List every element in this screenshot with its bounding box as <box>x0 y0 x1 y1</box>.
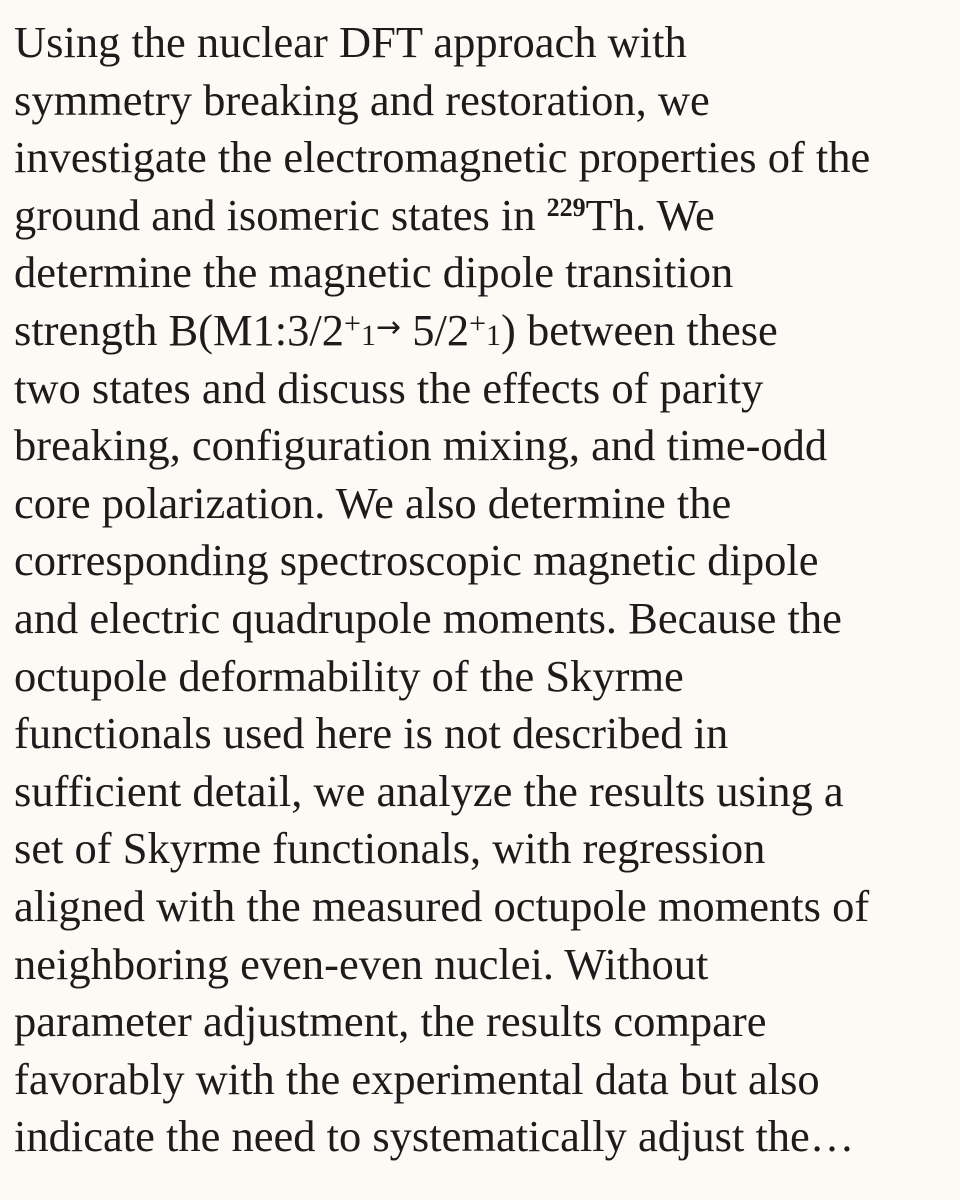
state-index-2: 1 <box>486 318 502 352</box>
abstract-line-4 <box>14 187 946 245</box>
abstract-line-19: favorably with the experimental data but also <box>14 1053 820 1104</box>
parity-superscript-1: + <box>344 306 361 340</box>
abstract-line-18: parameter adjustment, the results compare <box>14 996 767 1047</box>
state-index-1: 1 <box>360 318 376 352</box>
abstract-line-15: set of Skyrme functionals, with regression <box>14 823 766 874</box>
parity-superscript-2: + <box>469 306 487 340</box>
abstract-line-14: sufficient detail, we analyze the results using a <box>14 765 844 816</box>
abstract-line-2: symmetry breaking and restoration, we <box>14 74 710 125</box>
abstract-line-16: aligned with the measured octupole moments of <box>14 880 870 931</box>
abstract-line-3: investigate the electromagnetic properties of the <box>14 132 871 183</box>
line-4-text-before: ground and isomeric states in <box>14 189 547 240</box>
abstract-line-20: indicate the need to systematically adjust the… <box>14 1111 855 1162</box>
mass-number-superscript: 229 <box>546 192 586 222</box>
transition-arrow-icon: → <box>375 309 402 345</box>
abstract-paragraph <box>14 14 946 1166</box>
abstract-line-6 <box>14 302 946 360</box>
abstract-line-10: corresponding spectroscopic magnetic dipole <box>14 535 819 586</box>
line-6-text-before: strength B(M1:3/2 <box>14 304 345 355</box>
abstract-line-9: core polarization. We also determine the <box>14 477 732 528</box>
abstract-line-5: determine the magnetic dipole transition <box>14 247 734 298</box>
line-4-text-after: Th. We <box>585 189 715 240</box>
abstract-line-1: Using the nuclear DFT approach with <box>14 17 687 67</box>
line-6-text-middle: 5/2 <box>401 304 470 355</box>
abstract-line-7: two states and discuss the effects of parity <box>14 362 764 413</box>
abstract-line-11: and electric quadrupole moments. Because the <box>14 592 842 643</box>
abstract-line-12: octupole deformability of the Skyrme <box>14 650 684 701</box>
abstract-line-8: breaking, configuration mixing, and time-odd <box>14 420 828 471</box>
abstract-line-17: neighboring even-even nuclei. Without <box>14 938 709 989</box>
line-6-text-after: ) between these <box>501 304 778 355</box>
abstract-line-13: functionals used here is not described in <box>14 708 729 759</box>
